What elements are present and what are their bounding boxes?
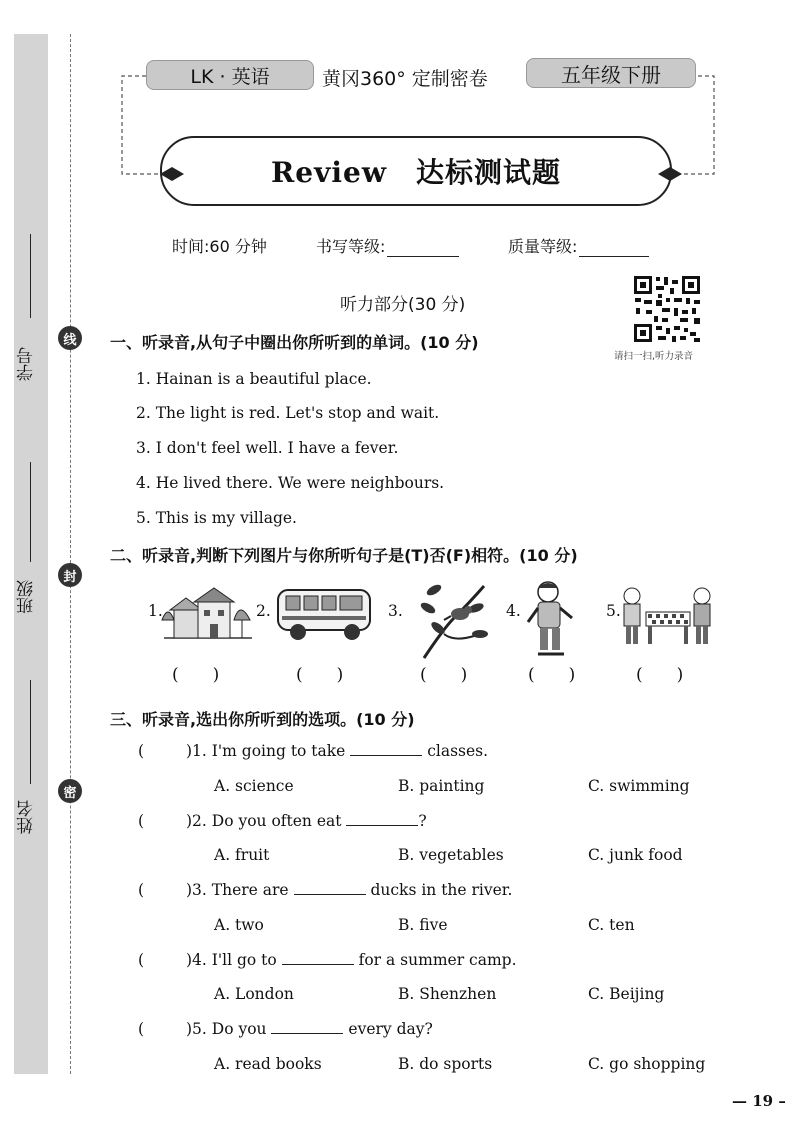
option-c[interactable]: C. swimming (588, 777, 690, 795)
question-blank[interactable] (271, 1021, 343, 1034)
section1-sentence[interactable]: 5. This is my village. (136, 509, 297, 527)
subject-pill: LK · 英语 (146, 60, 314, 90)
question-2 (186, 812, 427, 830)
option-c[interactable]: C. go shopping (588, 1055, 706, 1073)
answer-paren[interactable]: ( ) (172, 665, 220, 685)
option-b[interactable]: B. Shenzhen (398, 985, 497, 1003)
option-b[interactable]: B. five (398, 916, 448, 934)
option-b[interactable]: B. do sports (398, 1055, 493, 1073)
option-a[interactable]: A. fruit (214, 846, 270, 864)
picture-number: 2. (256, 602, 271, 620)
bus-picture-icon (272, 584, 376, 644)
student-no-label: 学号 (17, 347, 37, 381)
page-number: — 19 – (732, 1092, 786, 1110)
seal-secret-badge: 密 (58, 779, 82, 803)
picture-number: 3. (388, 602, 403, 620)
question-5 (186, 1020, 433, 1038)
name-label: 姓名 (17, 800, 37, 834)
option-a[interactable]: A. read books (214, 1055, 322, 1073)
option-b[interactable]: B. painting (398, 777, 485, 795)
village-picture-icon (160, 580, 256, 642)
question-text: )1. I'm going to take (186, 742, 346, 760)
question-text: )2. Do you often eat (186, 812, 342, 830)
answer-paren[interactable]: ( ) (528, 665, 576, 685)
bird-on-branch-icon (414, 578, 490, 662)
question-text-after: ? (418, 812, 427, 830)
question-text: )4. I'll go to (186, 951, 277, 969)
quality-grade-blank[interactable] (579, 242, 649, 257)
cut-line (70, 34, 71, 1074)
class-label: 班级 (17, 580, 37, 614)
section1-sentence[interactable]: 4. He lived there. We were neighbours. (136, 474, 445, 492)
question-text-after: classes. (427, 742, 489, 760)
question-text-after: every day? (348, 1020, 433, 1038)
section1-sentence[interactable]: 3. I don't feel well. I have a fever. (136, 439, 399, 457)
question-1 (186, 742, 488, 760)
question-text: )3. There are (186, 881, 289, 899)
section1-sentence[interactable]: 1. Hainan is a beautiful place. (136, 370, 372, 388)
section1-sentence[interactable]: 2. The light is red. Let's stop and wait. (136, 404, 440, 422)
question-text-after: for a summer camp. (358, 951, 517, 969)
sick-boy-icon (522, 578, 582, 660)
answer-paren[interactable]: ( (138, 951, 145, 969)
two-people-game-icon (618, 584, 718, 648)
option-c[interactable]: C. ten (588, 916, 635, 934)
question-blank[interactable] (350, 743, 422, 756)
question-blank[interactable] (346, 813, 418, 826)
question-blank[interactable] (294, 882, 366, 895)
option-a[interactable]: A. two (214, 916, 264, 934)
option-b[interactable]: B. vegetables (398, 846, 504, 864)
grade-pill: 五年级下册 (526, 58, 696, 88)
picture-number: 1. (148, 602, 163, 620)
section3-heading: 三、听录音,选出你所听到的选项。(10 分) (110, 710, 415, 729)
series-title: 黄冈360° 定制密卷 (322, 68, 488, 90)
option-c[interactable]: C. junk food (588, 846, 683, 864)
quality-grade (508, 234, 649, 257)
answer-paren[interactable]: ( ) (636, 665, 684, 685)
picture-number: 4. (506, 602, 521, 620)
qr-code-icon[interactable] (632, 274, 702, 344)
section2-heading: 二、听录音,判断下列图片与你所听句子是(T)否(F)相符。(10 分) (110, 546, 578, 565)
writing-grade-label: 书写等级: (316, 237, 386, 256)
answer-paren[interactable]: ( (138, 742, 145, 760)
answer-paren[interactable]: ( ) (296, 665, 344, 685)
class-line (30, 462, 31, 562)
section1-heading: 一、听录音,从句子中圈出你所听到的单词。(10 分) (110, 333, 479, 352)
answer-paren[interactable]: ( (138, 881, 145, 899)
time-limit: 时间:60 分钟 (172, 237, 267, 256)
writing-grade (316, 234, 459, 257)
answer-paren[interactable]: ( (138, 1020, 145, 1038)
seal-line-badge: 线 (58, 326, 82, 350)
answer-paren[interactable]: ( ) (420, 665, 468, 685)
question-blank[interactable] (282, 952, 354, 965)
option-a[interactable]: A. science (214, 777, 294, 795)
question-text-after: ducks in the river. (370, 881, 513, 899)
writing-grade-blank[interactable] (387, 242, 459, 257)
question-3 (186, 881, 512, 899)
page-title: Review 达标测试题 (160, 136, 672, 206)
student-no-line (30, 234, 31, 318)
answer-paren[interactable]: ( (138, 812, 145, 830)
binding-strip (14, 34, 48, 1074)
option-c[interactable]: C. Beijing (588, 985, 665, 1003)
quality-grade-label: 质量等级: (508, 237, 578, 256)
qr-caption: 请扫一扫,听力录音 (614, 351, 694, 362)
name-line (30, 680, 31, 784)
question-text: )5. Do you (186, 1020, 267, 1038)
option-a[interactable]: A. London (214, 985, 294, 1003)
seal-seal-badge: 封 (58, 563, 82, 587)
question-4 (186, 951, 517, 969)
picture-number: 5. (606, 602, 621, 620)
listening-part-title: 听力部分(30 分) (340, 295, 466, 315)
